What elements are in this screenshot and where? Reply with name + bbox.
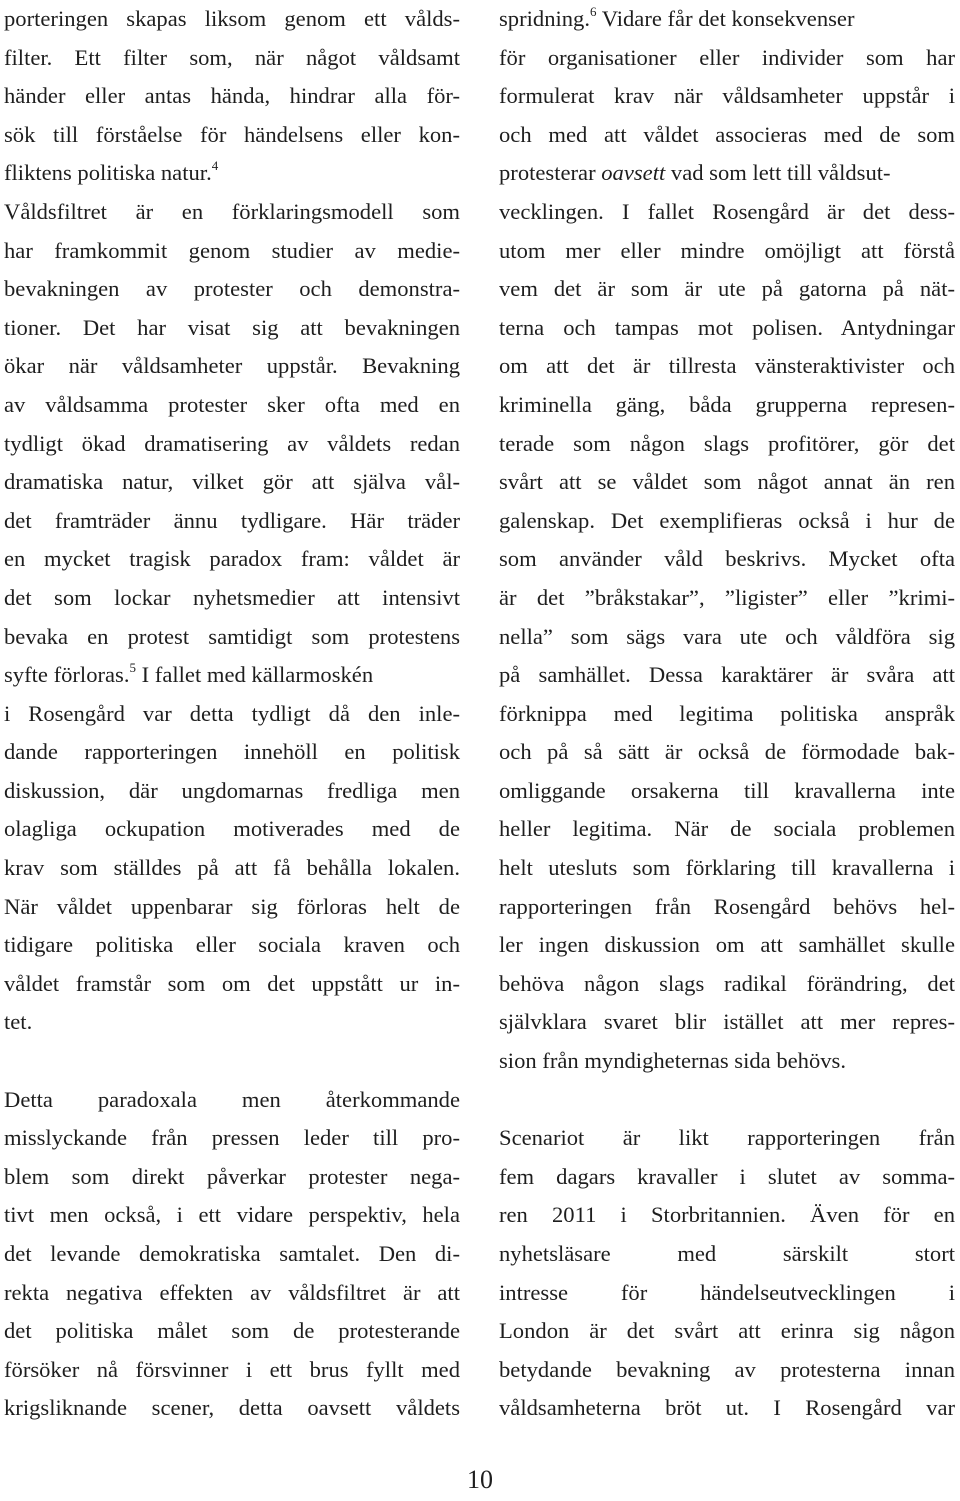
text-line: Detta paradoxala men återkommande (4, 1086, 460, 1112)
text-line: som använder våld beskrivs. Mycket ofta (499, 546, 955, 572)
text-line (499, 154, 955, 193)
text-line: terade som någon slags profitörer, gör det (499, 430, 955, 456)
text-line: tet. (4, 1009, 33, 1035)
text-line: diskussion, där ungdomarnas fredliga men (4, 777, 460, 803)
text-line: porteringen skapas liksom genom ett vålds- (4, 6, 460, 31)
text-line: Scenariot är likt rapporteringen från (499, 1125, 955, 1151)
text-line: tydligt ökad dramatisering av våldets redan (4, 430, 460, 456)
text-line: krav som ställdes på att få behålla lokalen. (4, 855, 460, 881)
text-fragment: Vidare får det konsekvenser (596, 6, 855, 31)
text-line: på samhället. Dessa karaktärer är svåra att (499, 662, 955, 688)
text-fragment: spridning. (499, 6, 591, 31)
text-line: bevaka en protest samtidigt som protestens (4, 623, 460, 649)
paragraph-gap (499, 1081, 955, 1120)
text-line: omliggande orsakerna till kravallerna inte (499, 777, 955, 803)
text-line: våldsamheterna bröt ut. I Rosengård var (499, 1395, 955, 1421)
text-line: intresse för händelseutvecklingen i (499, 1279, 955, 1305)
text-fragment: syfte förloras. (4, 662, 130, 688)
text-line: vem det är som är ute på gatorna på nät- (499, 276, 955, 302)
text-line: olagliga ockupation motiverades med de (4, 816, 460, 842)
text-line: Våldsfiltret är en förklaringsmodell som (4, 198, 460, 224)
text-line: självklara svaret blir istället att mer repres- (499, 1009, 955, 1035)
text-line: nella” som sägs vara ute och våldföra sig (499, 623, 955, 649)
text-line: sök till förståelse för händelsens eller kon- (4, 121, 460, 147)
text-line: händer eller antas hända, hindrar alla för- (4, 83, 460, 109)
text-line: dramatiska natur, vilket gör att själva vål- (4, 469, 460, 495)
text-line: det som lockar nyhetsmedier att intensivt (4, 584, 460, 610)
text-line: behöva någon slags radikal förändring, det (499, 970, 955, 996)
text-line: tidigare politiska eller sociala kraven och (4, 932, 460, 958)
text-line: rekta negativa effekten av våldsfiltret är att (4, 1279, 460, 1305)
text-line: rapporteringen från Rosengård behövs hel- (499, 893, 955, 919)
emphasis-text: oavsett (601, 160, 666, 186)
text-line: det politiska målet som de protesterande (4, 1318, 460, 1344)
text-line: av våldsamma protester sker ofta med en (4, 391, 460, 417)
text-line: tioner. Det har visat sig att bevakningen (4, 314, 460, 340)
text-line: ökar när våldsamheter uppstår. Bevakning (4, 353, 460, 379)
text-fragment: protesterar (499, 160, 602, 186)
text-line: ren 2011 i Storbritannien. Även för en (499, 1202, 955, 1228)
text-line: en mycket tragisk paradox fram: våldet är (4, 546, 460, 572)
paragraph-gap (4, 1042, 460, 1081)
right-column (499, 0, 955, 1428)
text-line: heller legitima. När de sociala problemen (499, 816, 955, 842)
text-line: tivt men också, i ett vidare perspektiv, hela (4, 1202, 460, 1228)
text-fragment: I fallet med källarmoskén (135, 662, 374, 688)
text-line (4, 656, 460, 695)
text-line: ler ingen diskussion om att samhället skulle (499, 932, 955, 958)
text-line: fem dagars kravaller i slutet av somma- (499, 1163, 955, 1189)
text-line (499, 0, 955, 39)
text-line: svårt att se våldet som något annat än ren (499, 469, 955, 495)
text-fragment: vad som lett till våldsut- (665, 160, 891, 186)
text-line: blem som direkt påverkar protester nega- (4, 1163, 460, 1189)
text-line: är det ”bråkstakar”, ”ligister” eller ”krimi- (499, 584, 955, 610)
text-line: om att det är tillresta vänsteraktivister och (499, 353, 955, 379)
text-line: formulerat krav när våldsamheter uppstår i (499, 83, 955, 109)
text-line: kriminella gäng, båda grupperna represen- (499, 391, 955, 417)
text-line: våldet framstår som om det uppstått ur in- (4, 970, 460, 996)
footnote-ref: 4 (211, 158, 219, 174)
text-line: terna och tampas mot polisen. Antydningar (499, 314, 955, 340)
text-line: bevakningen av protester och demonstra- (4, 276, 460, 302)
text-line: betydande bevakning av protesterna innan (499, 1356, 955, 1382)
text-line: i Rosengård var detta tydligt då den inle- (4, 700, 460, 726)
text-line: misslyckande från pressen leder till pro- (4, 1125, 460, 1151)
text-line: När våldet uppenbarar sig förloras helt de (4, 893, 460, 919)
page-number: 10 (467, 1465, 493, 1494)
text-line: krigsliknande scener, detta oavsett våldets (4, 1395, 460, 1421)
text-line: dande rapporteringen innehöll en politisk (4, 739, 460, 765)
text-line: vecklingen. I fallet Rosengård är det dess- (499, 198, 955, 224)
text-line: helt utesluts som förklaring till kravallerna i (499, 855, 955, 881)
text-line: och med att våldet associeras med de som (499, 121, 955, 147)
text-line: utom mer eller mindre omöjligt att förstå (499, 237, 955, 263)
text-line: nyhetsläsare med särskilt stort (499, 1241, 955, 1266)
footnote-ref: 5 (129, 660, 136, 676)
text-line: det framträder ännu tydligare. Här träder (4, 507, 460, 533)
text-line: försöker nå försvinner i ett brus fyllt med (4, 1356, 460, 1382)
text-line (4, 154, 460, 193)
text-line: galenskap. Det exemplifieras också i hur de (499, 507, 955, 533)
footnote-ref: 6 (590, 4, 597, 19)
text-line: London är det svårt att erinra sig någon (499, 1318, 955, 1344)
text-line: har framkommit genom studier av medie- (4, 237, 460, 263)
text-line: för organisationer eller individer som har (499, 44, 955, 70)
text-line: sion från myndigheternas sida behövs. (499, 1048, 846, 1074)
left-column (4, 0, 460, 1428)
text-line: och på så sätt är också de förmodade bak- (499, 739, 955, 765)
text-line: det levande demokratiska samtalet. Den di- (4, 1241, 460, 1266)
text-fragment: fliktens politiska natur. (4, 160, 212, 186)
text-line: förknippa med legitima politiska anspråk (499, 700, 955, 726)
text-line: filter. Ett filter som, när något våldsamt (4, 44, 460, 70)
